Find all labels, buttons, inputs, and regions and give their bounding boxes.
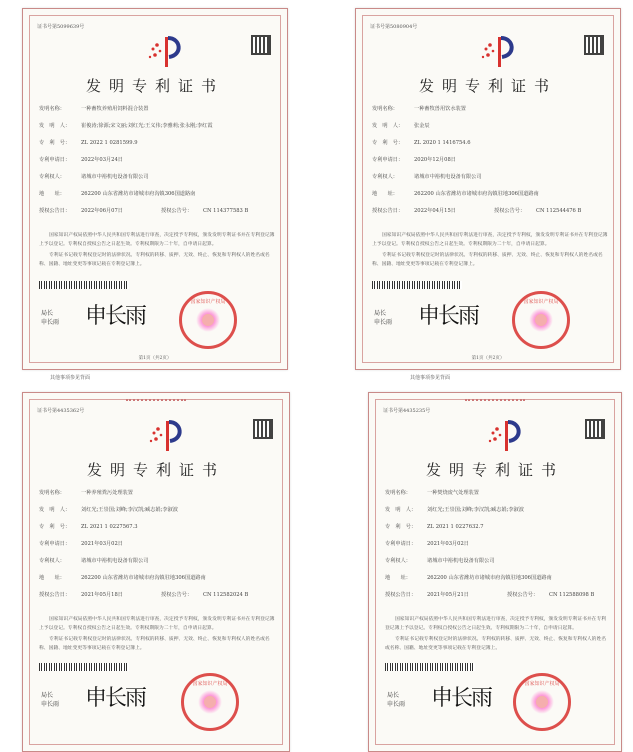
director-title: 局长 [374, 310, 387, 317]
field-label: 专 利 号： [39, 140, 71, 146]
field-label: 专利申请日： [39, 541, 71, 547]
field-label: 授权公告日： [39, 208, 71, 214]
official-seal [512, 291, 570, 349]
field-label: 授权公告号： [161, 592, 193, 598]
field-label: 专利权人： [385, 558, 411, 564]
field-patentee [39, 559, 277, 576]
director-title: 局长 [41, 692, 54, 699]
field-grant [39, 209, 275, 229]
cnipa-logo-icon [478, 35, 518, 69]
certificate-statement: 国家知识产权局依照中华人民共和国专利法进行审查，决定授予专利权，颁发发明专利证书并在专利登记簿上予以登记。专利权自授权公告之日起生效。专利权期限为二十年，自申请日起算。 [385, 617, 607, 631]
field-label: 发 明 人： [39, 123, 71, 129]
seal-text: 国家知识产权局 [524, 681, 560, 687]
certificate-statement: 专利证书记载专利权登记时的法律状况。专利权的转移、质押、无效、终止、恢复和专利权人的姓名或名称、国籍、地址变更等事项记载在专利登记簿上。 [385, 637, 607, 651]
field-value: 2022年06月07日 [81, 208, 123, 214]
director [41, 309, 59, 327]
signature: 申长雨 [418, 304, 479, 329]
field-inventors [39, 124, 275, 141]
field-filing_date [39, 542, 277, 559]
patent-certificate [22, 8, 288, 370]
field-invention_name [39, 491, 277, 508]
field-grant [372, 209, 608, 229]
director-title: 局长 [41, 310, 54, 317]
field-label: 专利申请日： [372, 157, 404, 163]
certificate-number: 证书号第4435362号 [37, 408, 85, 414]
field-patent_no [39, 525, 277, 542]
certificate-statement: 专利证书记载专利权登记时的法律状况。专利权的转移、质押、无效、终止、恢复和专利权人的姓名或名称、国籍、地址变更等事项记载在专利登记簿上。 [39, 637, 270, 651]
field-label: 地 址： [39, 191, 65, 197]
field-filing_date [385, 542, 609, 559]
field-value: 刘红光;王崇国;刘峰;李汉凯;臧志娟;李淑波 [81, 507, 178, 513]
field-label: 地 址： [372, 191, 398, 197]
field-label: 授权公告号： [161, 208, 193, 214]
director-name: 申长雨 [41, 319, 60, 326]
field-label: 专 利 号： [385, 524, 417, 530]
field-patentee [372, 175, 608, 192]
field-value: 2021年03月02日 [81, 541, 123, 547]
field-value: ZL 2022 1 0281599.9 [81, 140, 138, 146]
signature: 申长雨 [431, 686, 492, 711]
field-value: ZL 2021 1 0227567.3 [81, 524, 138, 530]
certificate-number: 证书号第4435235号 [383, 408, 431, 414]
field-label: 地 址： [39, 575, 65, 581]
qr-code [585, 419, 605, 439]
field-grant [385, 593, 609, 613]
field-value: 262200 山东省潍坊市诸城市府沟镇驻地306国道路南 [81, 575, 206, 581]
certificate-title: 发明专利证书 [425, 461, 564, 479]
field-value: ZL 2020 1 1416754.6 [414, 140, 471, 146]
field-value: 诸城市中裕机电设备有限公司 [427, 558, 495, 564]
page-info: 第1页（共2页） [138, 356, 172, 361]
certificate-statement: 国家知识产权局依照中华人民共和国专利法进行审查，决定授予专利权，颁发发明专利证书并在专利登记簿上予以登记。专利权自授权公告之日起生效。专利权期限为二十年，自申请日起算。 [372, 233, 608, 247]
field-label: 授权公告日： [39, 592, 71, 598]
field-address [39, 576, 277, 593]
field-invention_name [39, 107, 275, 124]
field-label: 授权公告日： [372, 208, 404, 214]
certificate-number: 证书号第5080904号 [370, 24, 418, 30]
field-filing_date [39, 158, 275, 175]
cnipa-logo-icon [485, 419, 525, 453]
certificate-statement: 国家知识产权局依照中华人民共和国专利法进行审查，决定授予专利权，颁发发明专利证书并在专利登记簿上予以登记。专利权自授权公告之日起生效。专利权期限为二十年，自申请日起算。 [39, 617, 275, 631]
field-value: 2021年05月18日 [81, 592, 123, 598]
field-grant [39, 593, 277, 613]
field-patentee [39, 175, 275, 192]
field-patent_no [39, 141, 275, 158]
field-value: 2020年12月08日 [414, 157, 456, 163]
field-value: 2022年03月24日 [81, 157, 123, 163]
field-inventors [385, 508, 609, 525]
certificate-fields [372, 107, 608, 269]
official-seal [179, 291, 237, 349]
field-label: 专利申请日： [385, 541, 417, 547]
field-invention_name [372, 107, 608, 124]
barcode [372, 281, 462, 289]
field-label: 专 利 号： [39, 524, 71, 530]
field-value: 一种畜牧兽用饮水装置 [414, 106, 466, 112]
cnipa-logo-icon [145, 35, 185, 69]
field-label: 专利权人： [39, 558, 65, 564]
field-label: 授权公告号： [507, 592, 539, 598]
director-name: 申长雨 [374, 319, 393, 326]
certificate-caption: 其他事项参见背面 [410, 375, 451, 381]
field-label: 发 明 人： [385, 507, 417, 513]
field-label: 专利权人： [39, 174, 65, 180]
field-label: 授权公告日： [385, 592, 417, 598]
signature: 申长雨 [85, 304, 146, 329]
certificate-fields [39, 491, 277, 653]
field-value: 2021年03月02日 [427, 541, 469, 547]
field-value: 2022年04月15日 [414, 208, 456, 214]
field-label: 发 明 人： [372, 123, 404, 129]
field-label: 专利权人： [372, 174, 398, 180]
director-title: 局长 [387, 692, 400, 699]
field-patent_no [372, 141, 608, 158]
certificate-fields [39, 107, 275, 269]
director [41, 691, 59, 709]
field-address [372, 192, 608, 209]
barcode [385, 663, 475, 671]
field-invention_name [385, 491, 609, 508]
field-address [39, 192, 275, 209]
director [387, 691, 405, 709]
field-label: 发 明 人： [39, 507, 71, 513]
official-seal [513, 673, 571, 731]
director-name: 申长雨 [41, 701, 60, 708]
page-info: 第1页（共2页） [471, 356, 505, 361]
barcode [39, 663, 129, 671]
official-seal [181, 673, 239, 731]
field-patentee [385, 559, 609, 576]
qr-code [584, 35, 604, 55]
field-value: 262200 山东省潍坊市诸城市府沟镇驻地306国道路南 [414, 191, 539, 197]
qr-code [253, 419, 273, 439]
field-value: 2021年05月21日 [427, 592, 469, 598]
certificate-title: 发明专利证书 [86, 461, 225, 479]
field-value: 刘红光;王崇国;刘峰;李汉凯;臧志娟;李淑波 [427, 507, 524, 513]
field-label: 专利申请日： [39, 157, 71, 163]
ornament [126, 393, 186, 401]
signature: 申长雨 [85, 686, 146, 711]
ornament [465, 393, 525, 401]
field-label: 专 利 号： [372, 140, 404, 146]
field-inventors [372, 124, 608, 141]
director-name: 申长雨 [387, 701, 406, 708]
qr-code [251, 35, 271, 55]
certificate-statement: 专利证书记载专利权登记时的法律状况。专利权的转移、质押、无效、终止、恢复和专利权人的姓名或名称、国籍、地址变更等事项记载在专利登记簿上。 [372, 253, 603, 267]
field-value: 崔俊涛;徐源;宋文丽;刘红光;王义伟;李雅莉;张永刚;李红霞 [81, 123, 213, 129]
certificate-statement: 国家知识产权局依照中华人民共和国专利法进行审查，决定授予专利权，颁发发明专利证书并在专利登记簿上予以登记。专利权自授权公告之日起生效。专利权期限为二十年，自申请日起算。 [39, 233, 275, 247]
field-value: 一种焚烧废气处理装置 [427, 490, 479, 496]
field-value: ZL 2021 1 0227632.7 [427, 524, 484, 530]
certificate-number: 证书号第5099639号 [37, 24, 85, 30]
field-label: 授权公告号： [494, 208, 526, 214]
field-value: CN 114377583 B [203, 208, 249, 214]
field-value: 一种养殖粪污处理装置 [81, 490, 133, 496]
certificate-caption: 其他事项参见背面 [50, 375, 91, 381]
field-patent_no [385, 525, 609, 542]
patent-certificate [355, 8, 621, 370]
certificate-title: 发明专利证书 [418, 77, 557, 95]
field-inventors [39, 508, 277, 525]
field-label: 发明名称： [385, 490, 411, 496]
field-value: CN 112544476 B [536, 208, 582, 214]
certificate-title: 发明专利证书 [85, 77, 224, 95]
seal-text: 国家知识产权局 [190, 299, 226, 305]
field-value: 262200 山东省潍坊市诸城市府沟镇306国道路南 [81, 191, 196, 197]
field-label: 地 址： [385, 575, 411, 581]
field-label: 发明名称： [39, 490, 65, 496]
field-filing_date [372, 158, 608, 175]
patent-certificate [368, 392, 622, 752]
certificate-fields [385, 491, 609, 653]
seal-text: 国家知识产权局 [523, 299, 559, 305]
field-address [385, 576, 609, 593]
barcode [39, 281, 129, 289]
cnipa-logo-icon [146, 419, 186, 453]
field-value: 一种畜牧养殖用饲料混合装置 [81, 106, 149, 112]
field-value: 诸城市中裕机电设备有限公司 [81, 174, 149, 180]
field-value: CN 112582024 B [203, 592, 249, 598]
field-value: 262200 山东省潍坊市诸城市府沟镇驻地306国道路南 [427, 575, 552, 581]
patent-certificate [22, 392, 290, 752]
director [374, 309, 392, 327]
field-label: 发明名称： [372, 106, 398, 112]
field-value: CN 112588098 B [549, 592, 595, 598]
field-value: 张金辰 [414, 123, 430, 129]
field-label: 发明名称： [39, 106, 65, 112]
certificate-statement: 专利证书记载专利权登记时的法律状况。专利权的转移、质押、无效、终止、恢复和专利权人的姓名或名称、国籍、地址变更等事项记载在专利登记簿上。 [39, 253, 270, 267]
seal-text: 国家知识产权局 [192, 681, 228, 687]
field-value: 诸城市中裕机电设备有限公司 [81, 558, 149, 564]
field-value: 诸城市中裕机电设备有限公司 [414, 174, 482, 180]
